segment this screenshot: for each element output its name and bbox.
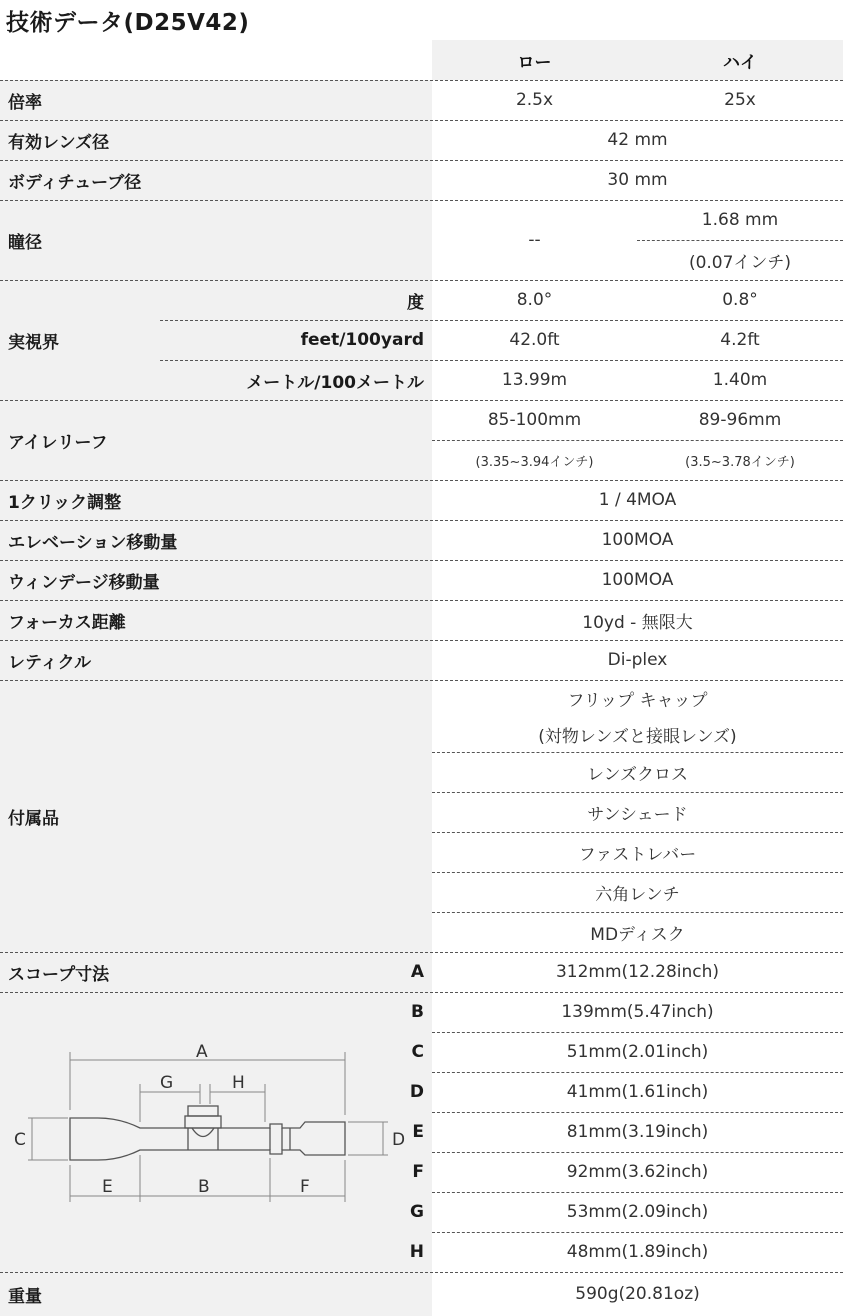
elevation-value: 100MOA [601, 530, 674, 550]
fov-feet-high: 4.2ft [720, 330, 760, 350]
row-divider [432, 912, 843, 913]
row-divider [0, 480, 843, 481]
objective-value: 42 mm [607, 130, 668, 150]
diagram-label-c: C [14, 1130, 26, 1150]
weight-label: 重量 [0, 1272, 432, 1316]
page-title: 技術データ(D25V42) [6, 10, 250, 36]
row-divider [0, 640, 843, 641]
accessory-item: ファストレバー [578, 844, 697, 865]
diagram-label-d: D [392, 1130, 406, 1150]
row-divider [637, 240, 843, 241]
diagram-label-h: H [232, 1073, 245, 1093]
fov-deg-high: 0.8° [722, 290, 758, 310]
dim-value: 81mm(3.19inch) [566, 1122, 709, 1142]
dim-key: E [412, 1122, 424, 1142]
row-divider [0, 992, 843, 993]
row-divider [0, 120, 843, 121]
row-divider [0, 520, 843, 521]
accessory-item: MDディスク [590, 924, 685, 945]
diagram-label-f: F [300, 1177, 310, 1197]
tube-value: 30 mm [607, 170, 668, 190]
diagram-label-b: B [198, 1177, 210, 1197]
fov-label: 実視界 [0, 280, 432, 400]
eye-relief-high-inch: (3.5~3.78インチ) [685, 454, 795, 470]
diagram-label-e: E [102, 1177, 113, 1197]
row-divider [0, 80, 843, 81]
eye-relief-high-mm: 89-96mm [698, 410, 782, 430]
pupil-label: 瞳径 [0, 200, 432, 280]
row-divider [432, 440, 843, 441]
row-divider [432, 1152, 843, 1153]
dim-key: H [409, 1242, 424, 1262]
eye-relief-low-mm: 85-100mm [487, 410, 582, 430]
row-divider [0, 952, 843, 953]
scope-dimension-diagram [0, 1000, 430, 1270]
accessory-item: (対物レンズと接眼レンズ) [538, 726, 737, 747]
row-divider [0, 680, 843, 681]
row-divider [0, 160, 843, 161]
windage-label: ウィンデージ移動量 [0, 560, 432, 600]
row-divider [432, 1232, 843, 1233]
row-divider [0, 200, 843, 201]
fov-meter-low: 13.99m [501, 370, 568, 390]
dimensions-label: スコープ寸法 [0, 952, 432, 992]
row-divider [432, 792, 843, 793]
row-divider [432, 872, 843, 873]
tube-label: ボディチューブ径 [0, 160, 432, 200]
magnification-label: 倍率 [0, 80, 432, 120]
magnification-high: 25x [724, 90, 756, 110]
accessories-label: 付属品 [0, 680, 432, 952]
fov-feet-sub: feet/100yard [300, 330, 424, 350]
objective-label: 有効レンズ径 [0, 120, 432, 160]
dim-key: C [411, 1042, 424, 1062]
fov-deg-sub: 度 [407, 292, 424, 313]
pupil-high-mm: 1.68 mm [701, 210, 779, 230]
row-divider [432, 1112, 843, 1113]
accessory-item: レンズクロス [586, 764, 689, 785]
header-low: ロー [517, 52, 552, 73]
windage-value: 100MOA [601, 570, 674, 590]
focus-value: 10yd - 無限大 [582, 612, 693, 633]
row-divider [432, 1192, 843, 1193]
dim-key: D [409, 1082, 424, 1102]
dim-value: 139mm(5.47inch) [561, 1002, 714, 1022]
dim-value: 92mm(3.62inch) [566, 1162, 709, 1182]
dim-value: 48mm(1.89inch) [566, 1242, 709, 1262]
elevation-label: エレベーション移動量 [0, 520, 432, 560]
diagram-label-g: G [160, 1073, 174, 1093]
dim-value: 51mm(2.01inch) [566, 1042, 709, 1062]
focus-label: フォーカス距離 [0, 600, 432, 640]
click-value: 1 / 4MOA [598, 490, 677, 510]
reticle-label: レティクル [0, 640, 432, 680]
dim-key: G [410, 1202, 424, 1222]
row-divider [432, 1032, 843, 1033]
dim-value: 312mm(12.28inch) [555, 962, 720, 982]
eye-relief-low-inch: (3.35~3.94インチ) [475, 454, 594, 470]
pupil-low: -- [528, 230, 541, 250]
row-divider [160, 360, 843, 361]
dim-key: A [410, 962, 424, 982]
row-divider [0, 560, 843, 561]
weight-value: 590g(20.81oz) [575, 1284, 700, 1304]
dim-key: B [411, 1002, 424, 1022]
accessory-item: 六角レンチ [595, 884, 680, 905]
click-label: 1クリック調整 [0, 480, 432, 520]
accessory-item: サンシェード [587, 804, 688, 825]
header-high: ハイ [723, 52, 757, 73]
row-divider [432, 1072, 843, 1073]
row-divider [432, 752, 843, 753]
fov-deg-low: 8.0° [516, 290, 553, 310]
fov-meter-high: 1.40m [712, 370, 768, 390]
eye-relief-label: アイレリーフ [0, 400, 432, 480]
dim-value: 41mm(1.61inch) [566, 1082, 709, 1102]
row-divider [0, 600, 843, 601]
row-divider [0, 400, 843, 401]
magnification-low: 2.5x [515, 90, 554, 110]
row-divider [0, 280, 843, 281]
fov-meter-sub: メートル/100メートル [246, 372, 424, 393]
diagram-label-a: A [196, 1042, 208, 1062]
pupil-high-inch: (0.07インチ) [688, 252, 792, 273]
dim-key: F [412, 1162, 424, 1182]
row-divider [0, 1272, 843, 1273]
accessory-item: フリップ キャップ [567, 690, 708, 711]
row-divider [160, 320, 843, 321]
reticle-value: Di-plex [607, 650, 668, 670]
dim-value: 53mm(2.09inch) [566, 1202, 709, 1222]
row-divider [432, 832, 843, 833]
fov-feet-low: 42.0ft [509, 330, 560, 350]
